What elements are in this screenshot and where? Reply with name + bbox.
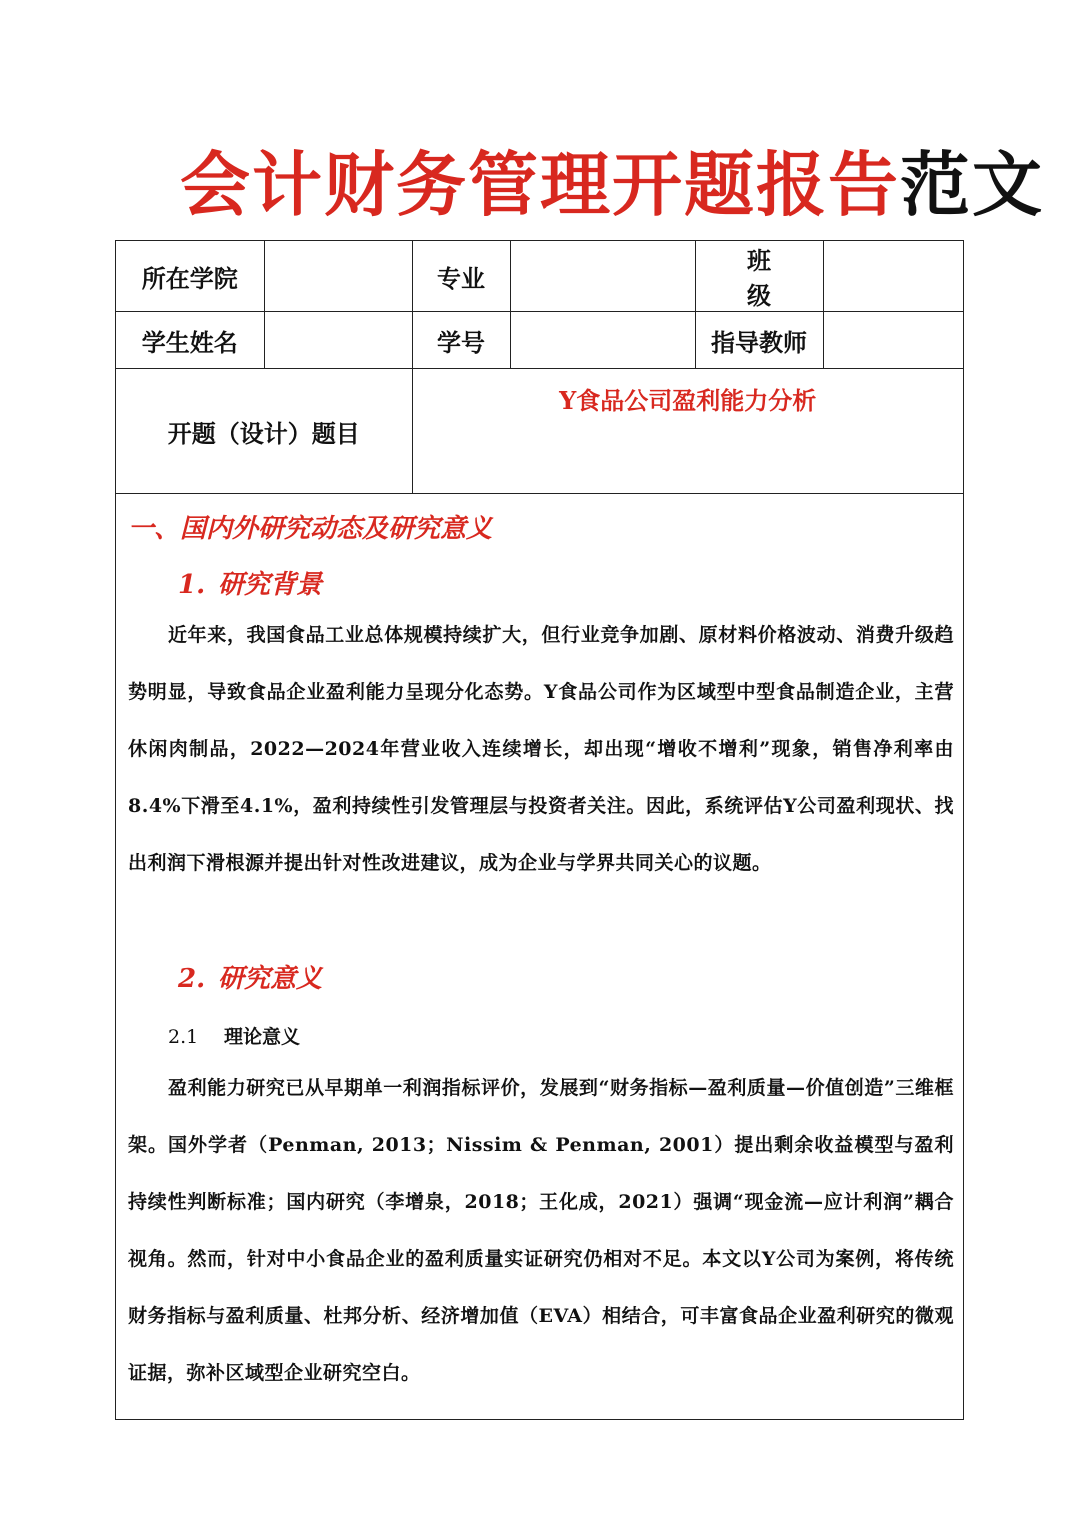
subsubsection-number: 2.1 bbox=[168, 1026, 199, 1048]
college-field[interactable] bbox=[264, 241, 412, 312]
college-label: 所在学院 bbox=[116, 241, 264, 312]
major-label: 专业 bbox=[412, 241, 510, 312]
student-id-label: 学号 bbox=[412, 312, 510, 369]
subsection-number: 1. bbox=[178, 570, 206, 600]
subsection-significance bbox=[178, 958, 322, 995]
page-title bbox=[180, 140, 1044, 230]
info-table bbox=[116, 241, 963, 494]
report-form bbox=[115, 240, 964, 1420]
student-id-field[interactable] bbox=[510, 312, 695, 369]
subsection-number: 2. bbox=[178, 964, 206, 994]
subsection-background bbox=[178, 564, 322, 601]
class-field[interactable] bbox=[823, 241, 963, 312]
subsubsection-theory bbox=[168, 1022, 300, 1049]
section-heading: 一、国内外研究动态及研究意义 bbox=[128, 514, 493, 544]
student-name-field[interactable] bbox=[264, 312, 412, 369]
subsection-title: 研究意义 bbox=[218, 964, 323, 994]
advisor-label: 指导教师 bbox=[695, 312, 823, 369]
topic-title: Y食品公司盈利能力分析 bbox=[412, 369, 963, 494]
title-red-part: 会计财务管理开题报告 bbox=[180, 143, 900, 226]
advisor-field[interactable] bbox=[823, 312, 963, 369]
class-label: 班级 bbox=[695, 241, 823, 312]
theory-paragraph: 盈利能力研究已从早期单一利润指标评价，发展到“财务指标—盈利质量—价值创造”三维框架。国外学者（Penman, 2013；Nissim & Penman, 2001）提出剩余收益模型与盈利持续性判断标准；国内研究（李增泉，2018；王化成，2021）强调“现金流—应计利润”耦合视角。然而，针对中小食品企业的盈利质量实证研究仍相对不足。本文以Y公司为案例，将传统财务指标与盈利质量、杜邦分析、经济增加值（EVA）相结合，可丰富食品企业盈利研究的微观证据，弥补区域型企业研究空白。 bbox=[128, 1077, 954, 1384]
topic-label: 开题（设计）题目 bbox=[116, 369, 412, 494]
student-name-label: 学生姓名 bbox=[116, 312, 264, 369]
subsubsection-title: 理论意义 bbox=[224, 1026, 301, 1048]
title-black-part: 范文 bbox=[900, 143, 1044, 226]
subsection-title: 研究背景 bbox=[218, 570, 323, 600]
major-field[interactable] bbox=[510, 241, 695, 312]
background-paragraph: 近年来，我国食品工业总体规模持续扩大，但行业竞争加剧、原材料价格波动、消费升级趋势明显，导致食品企业盈利能力呈现分化态势。Y食品公司作为区域型中型食品制造企业，主营休闲肉制品，2022—2024年营业收入连续增长，却出现“增收不增利”现象，销售净利率由8.4%下滑至4.1%，盈利持续性引发管理层与投资者关注。因此，系统评估Y公司盈利现状、找出利润下滑根源并提出针对性改进建议，成为企业与学界共同关心的议题。 bbox=[128, 624, 954, 874]
